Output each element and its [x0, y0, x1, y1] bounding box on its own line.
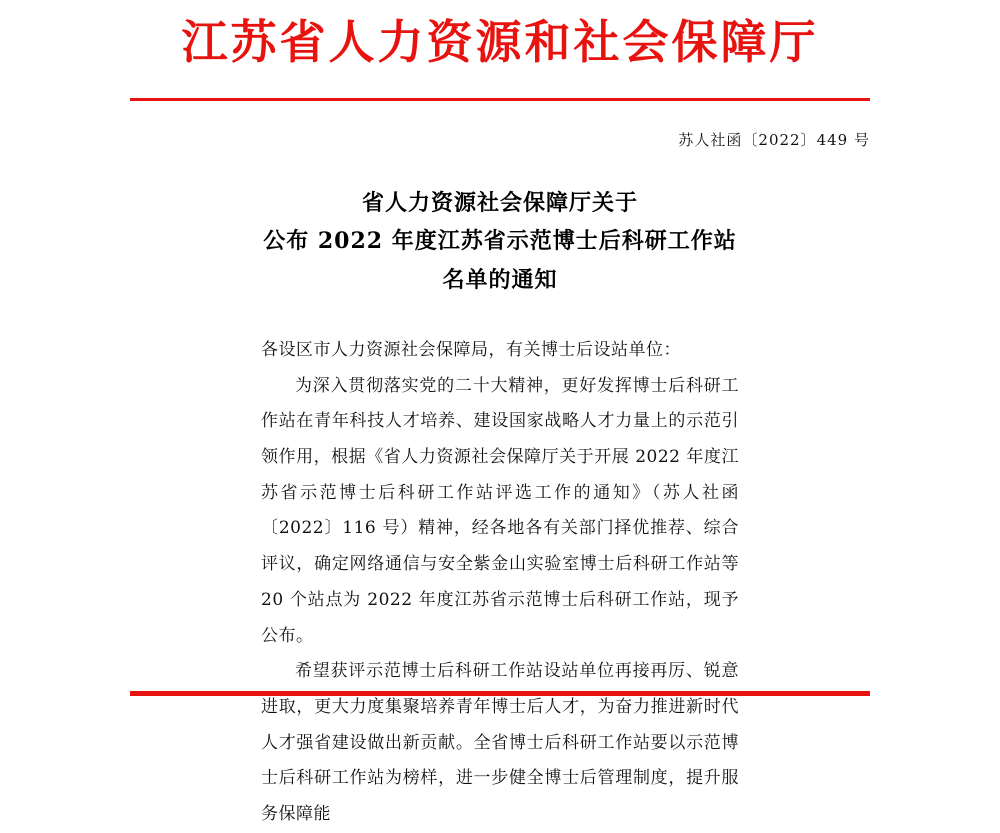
document-body [261, 333, 739, 833]
body-paragraph-1: 为深入贯彻落实党的二十大精神，更好发挥博士后科研工作站在青年科技人才培养、建设国家战略人才力量上的示范引领作用，根据《省人力资源社会保障厅关于开展 2022 年度江苏省示范博士后科研工作站评选工作的通知》（苏人社函〔2022〕116 号）精神，经各地各有关部门择优推荐、综合评议，确定网络通信与安全紫金山实验室博士后科研工作站等 20 个站点为 2022 年度江苏省示范博士后科研工作站，现予公布。 [261, 375, 739, 646]
letterhead [0, 0, 1000, 72]
title-line-2: 公布 2022 年度江苏省示范博士后科研工作站 [263, 228, 737, 254]
salutation: 各设区市人力资源社会保障局，有关博士后设站单位： [261, 340, 681, 360]
footer-red-rule [130, 691, 870, 696]
document-number: 苏人社函〔2022〕449 号 [678, 130, 870, 149]
title-line-1: 省人力资源社会保障厅关于 [361, 189, 638, 216]
issuing-agency-title: 江苏省人力资源和社会保障厅 [181, 15, 819, 69]
document-title [190, 184, 810, 300]
header-red-rule [130, 98, 870, 101]
body-paragraph-2: 希望获评示范博士后科研工作站设站单位再接再厉、锐意进取，更大力度集聚培养青年博士后人才，为奋力推进新时代人才强省建设做出新贡献。全省博士后科研工作站要以示范博士后科研工作站为榜样，进一步健全博士后管理制度，提升服务保障能 [261, 661, 739, 824]
title-line-3: 名单的通知 [442, 266, 558, 293]
